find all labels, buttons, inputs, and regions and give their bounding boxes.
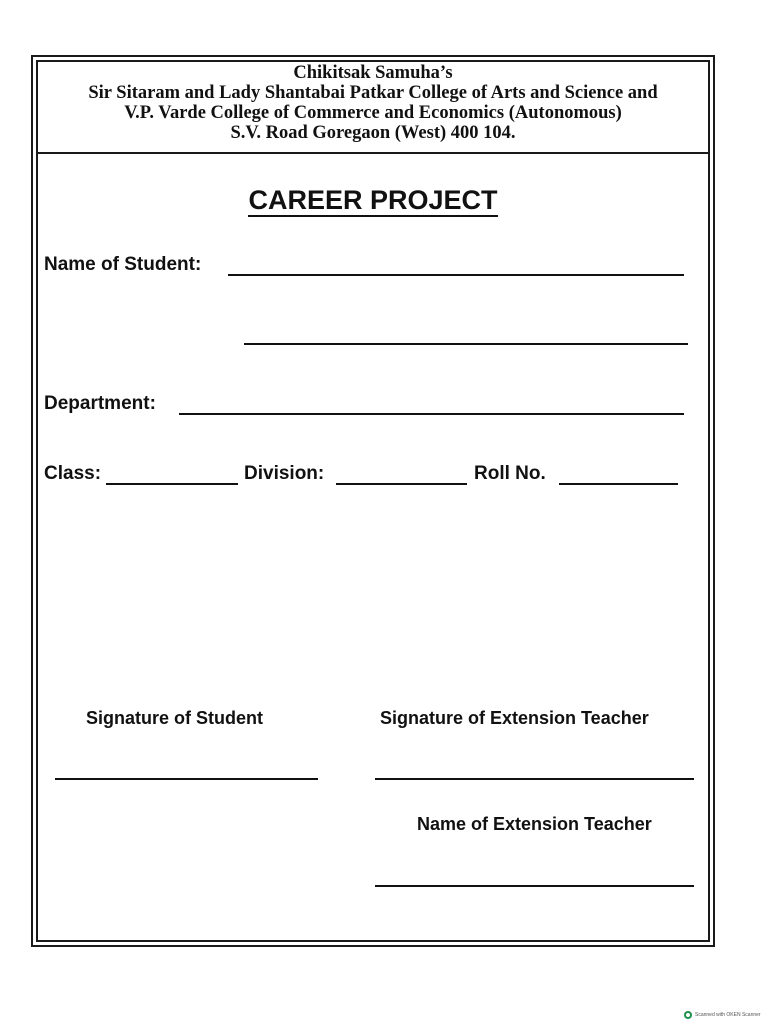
roll-no-line[interactable] <box>559 483 678 485</box>
signature-of-student-label: Signature of Student <box>86 708 263 728</box>
department-label: Department: <box>44 393 156 414</box>
document-title-text: CAREER PROJECT <box>248 185 498 215</box>
header-line-2: Sir Sitaram and Lady Shantabai Patkar College of Arts and Science and <box>88 83 658 103</box>
class-line[interactable] <box>106 483 238 485</box>
document-title <box>38 183 708 217</box>
header-line-1: Chikitsak Samuha’s <box>293 63 453 83</box>
header-divider <box>36 152 710 154</box>
scanner-watermark-text: Scanned with OKEN Scanner <box>695 1012 761 1018</box>
division-line[interactable] <box>336 483 467 485</box>
division-label: Division: <box>244 463 325 484</box>
roll-no-label: Roll No. <box>474 463 546 484</box>
name-of-student-label: Name of Student: <box>44 254 202 275</box>
signature-of-extension-teacher-line[interactable] <box>375 778 694 780</box>
department-line[interactable] <box>179 413 684 415</box>
signature-of-student-line[interactable] <box>55 778 318 780</box>
scanner-watermark <box>684 1009 761 1021</box>
scanner-logo-icon <box>684 1011 692 1019</box>
header-line-4: S.V. Road Goregaon (West) 400 104. <box>230 123 516 143</box>
name-of-student-line-1[interactable] <box>228 274 684 276</box>
signature-of-extension-teacher-label: Signature of Extension Teacher <box>380 708 649 728</box>
name-of-student-line-2[interactable] <box>244 343 688 345</box>
name-of-extension-teacher-line[interactable] <box>375 885 694 887</box>
name-of-extension-teacher-label: Name of Extension Teacher <box>417 814 652 834</box>
class-label: Class: <box>44 463 102 484</box>
header-line-3: V.P. Varde College of Commerce and Economics (Autonomous) <box>124 103 622 123</box>
college-header <box>38 63 708 143</box>
